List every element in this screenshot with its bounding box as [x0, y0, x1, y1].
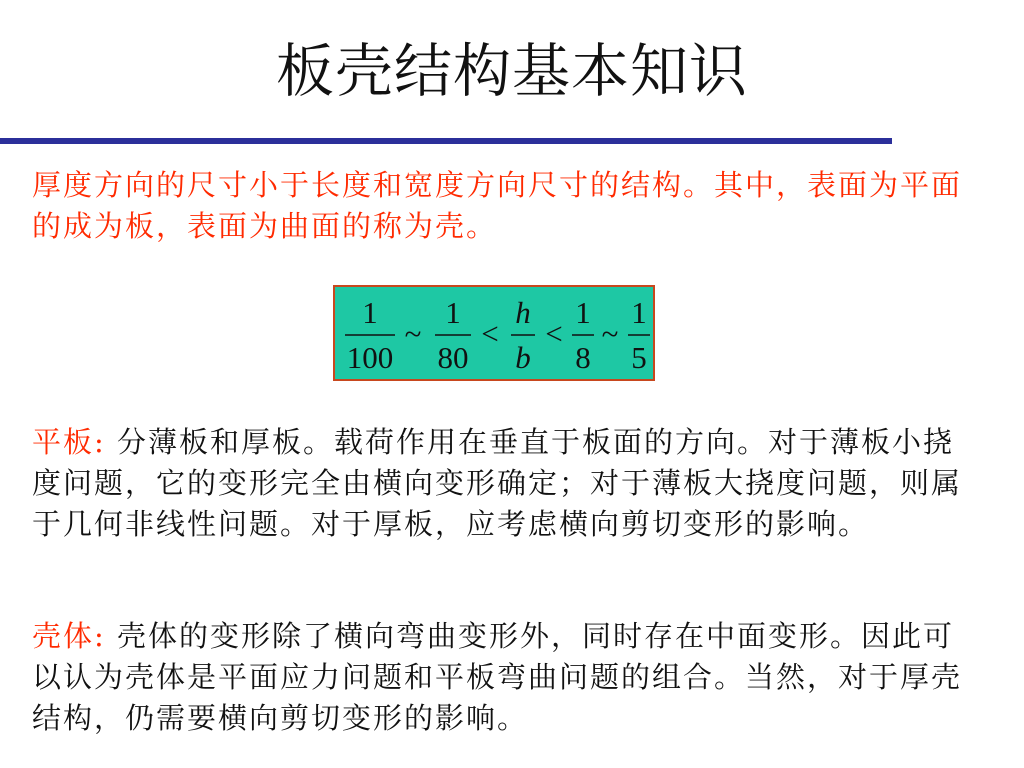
intro-paragraph: 厚度方向的尺寸小于长度和宽度方向尺寸的结构。其中，表面为平面的成为板，表面为曲面的称为壳。	[32, 168, 963, 243]
formula-f4-numerator: 1	[575, 295, 591, 330]
page-title: 板壳结构基本知识	[275, 37, 748, 105]
formula-f1-denominator: 100	[346, 340, 394, 375]
shell-paragraph	[32, 616, 962, 739]
plate-text: 分薄板和厚板。载荷作用在垂直于板面的方向。对于薄板小挠度问题，它的变形完全由横向变形确定；对于薄板大挠度问题，则属于几何非线性问题。对于厚板，应考虑横向剪切变形的影响。	[32, 425, 963, 541]
formula-f3-numerator: h	[515, 295, 531, 330]
shell-label: 壳体:	[32, 619, 106, 653]
formula-f2-denominator: 80	[437, 340, 469, 375]
formula-op2: <	[481, 316, 499, 351]
formula-op1: ~	[404, 316, 422, 351]
formula-op4: ~	[601, 316, 619, 351]
title-divider	[0, 138, 892, 144]
plate-paragraph	[32, 422, 962, 545]
formula-graphic	[335, 287, 653, 379]
shell-text: 壳体的变形除了横向弯曲变形外，同时存在中面变形。因此可以认为壳体是平面应力问题和平板弯曲问题的组合。当然，对于厚壳结构，仍需要横向剪切变形的影响。	[32, 619, 963, 735]
ratio-formula	[333, 285, 655, 381]
formula-f5-numerator: 1	[631, 295, 647, 330]
formula-f4-denominator: 8	[575, 340, 591, 375]
formula-f3-denominator: b	[515, 340, 531, 375]
formula-f5-denominator: 5	[631, 340, 647, 375]
formula-f2-numerator: 1	[445, 295, 461, 330]
formula-op3: <	[545, 316, 563, 351]
plate-label: 平板:	[32, 425, 106, 459]
formula-f1-numerator: 1	[362, 295, 378, 330]
